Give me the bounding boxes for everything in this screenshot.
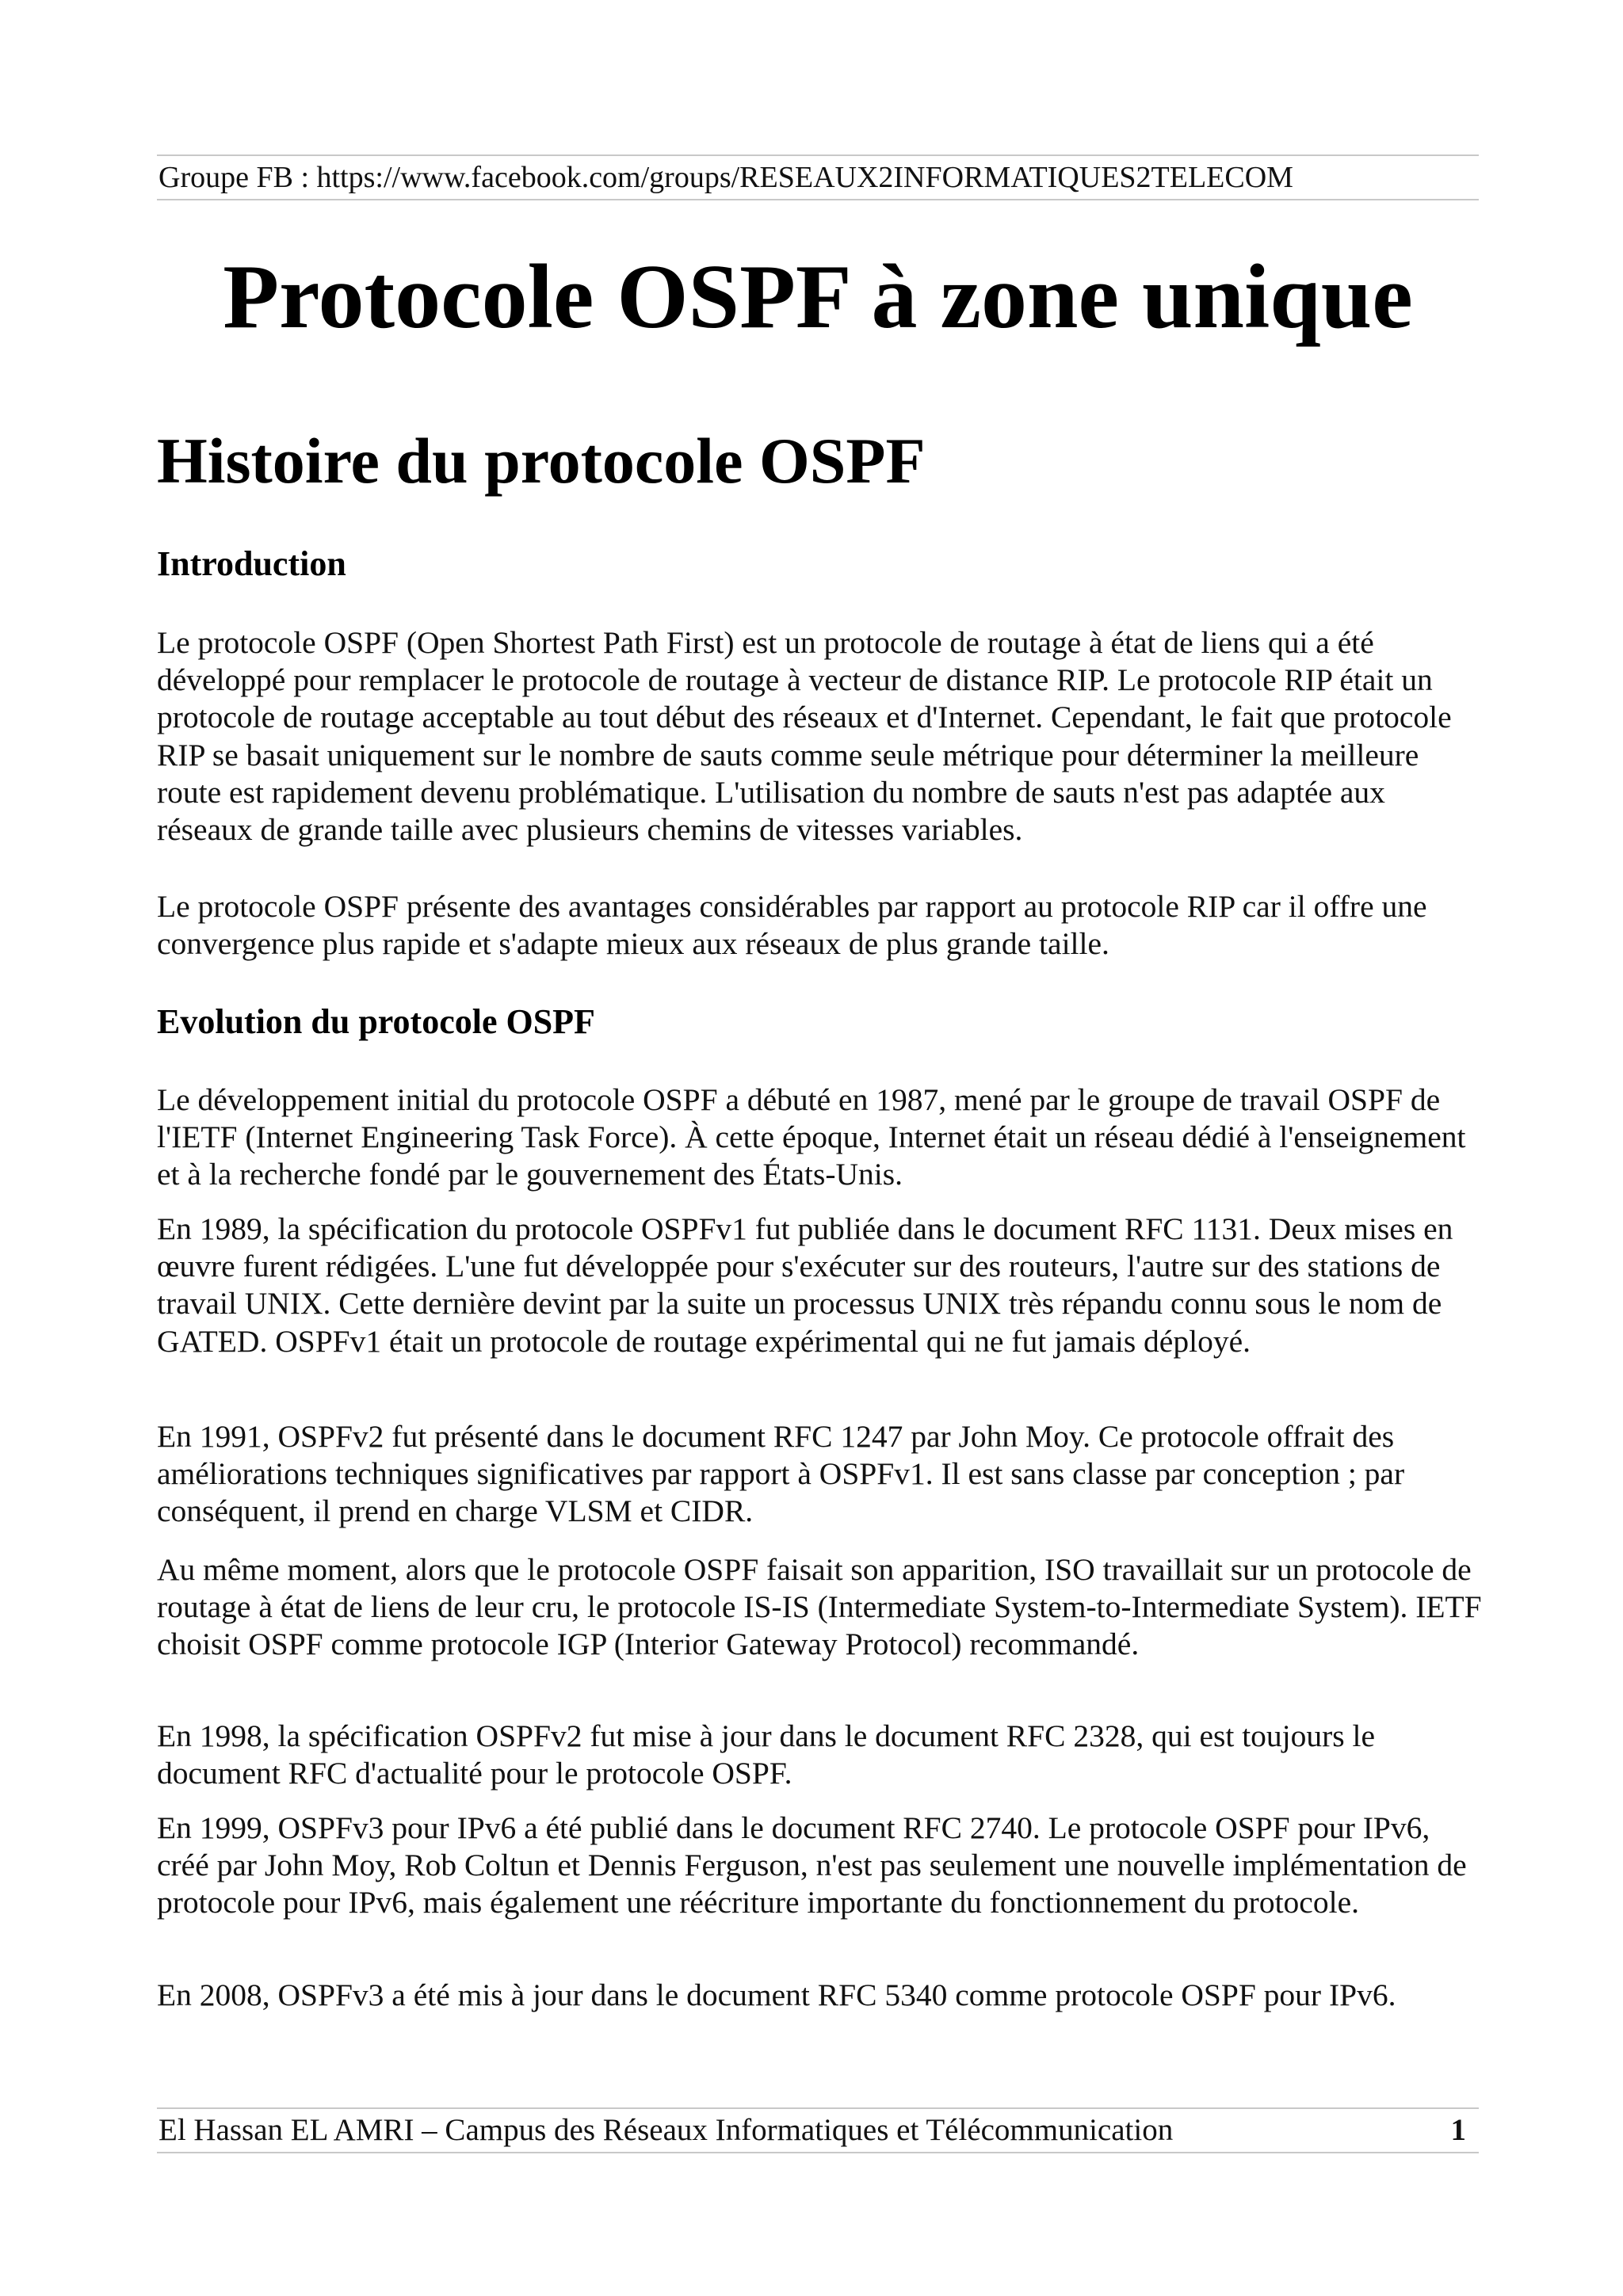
evolution-paragraph: En 1998, la spécification OSPFv2 fut mise à jour dans le document RFC 2328, qui est toujours le document RFC d'actualité pour le protocole OSPF. [157,1718,1376,1791]
intro-paragraph: Le protocole OSPF (Open Shortest Path First) est un protocole de routage à état de liens qui a été développé pour remplacer le protocole de routage à vecteur de distance RIP. Le protocole RIP était un protocole de routage acceptable au tout début des réseaux et d'Internet. Cependant, le fait que protocole RIP se basait uniquement sur le nombre de sauts comme seule métrique pour déterminer la meilleure route est rapidement devenu problématique. L'utilisation du nombre de sauts n'est pas adaptée aux réseaux de grande taille avec plusieurs chemins de vitesses variables. [157,625,1452,848]
page-number: 1 [1450,2113,1466,2147]
document-title: Protocole OSPF à zone unique [223,246,1413,348]
evolution-paragraph: En 1989, la spécification du protocole OSPFv1 fut publiée dans le document RFC 1131. Deux mises en œuvre furent rédigées. L'une fut développée pour s'exécuter sur des routeurs, l'autre sur des stations de travail UNIX. Cette dernière devint par la suite un processus UNIX très répandu connu sous le nom de GATED. OSPFv1 était un protocole de routage expérimental qui ne fut jamais déployé. [157,1211,1453,1359]
header-text: Groupe FB : https://www.facebook.com/groups/RESEAUX2INFORMATIQUES2TELECOM [158,161,1293,194]
footer-author-text: El Hassan EL AMRI – Campus des Réseaux Informatiques et Télécommunication [158,2113,1174,2147]
section-heading: Histoire du protocole OSPF [157,425,926,497]
introduction-heading: Introduction [157,544,346,583]
page-footer [157,2107,1479,2153]
evolution-paragraph: Au même moment, alors que le protocole OSPF faisait son apparition, ISO travaillait sur un protocole de routage à état de liens de leur cru, le protocole IS-IS (Intermediate System-to-Intermediate System). IETF choisit OSPF comme protocole IGP (Interior Gateway Protocol) recommandé. [157,1552,1482,1662]
intro-paragraph: Le protocole OSPF présente des avantages considérables par rapport au protocole RIP car il offre une convergence plus rapide et s'adapte mieux aux réseaux de plus grande taille. [157,889,1427,962]
evolution-paragraph: En 1991, OSPFv2 fut présenté dans le document RFC 1247 par John Moy. Ce protocole offrait des améliorations techniques significatives par rapport à OSPFv1. Il est sans classe par conception ; par conséquent, il prend en charge VLSM et CIDR. [157,1419,1405,1529]
evolution-paragraph: Le développement initial du protocole OSPF a débuté en 1987, mené par le groupe de travail OSPF de l'IETF (Internet Engineering Task Force). À cette époque, Internet était un réseau dédié à l'enseignement et à la recherche fondé par le gouvernement des États-Unis. [157,1082,1466,1192]
evolution-paragraph: En 1999, OSPFv3 pour IPv6 a été publié dans le document RFC 2740. Le protocole OSPF pour IPv6, créé par John Moy, Rob Coltun et Dennis Ferguson, n'est pas seulement une nouvelle implémentation de protocole pour IPv6, mais également une réécriture importante du fonctionnement du protocole. [157,1810,1467,1920]
page-header [157,154,1479,200]
evolution-paragraph: En 2008, OSPFv3 a été mis à jour dans le document RFC 5340 comme protocole OSPF pour IPv6. [157,1978,1396,2012]
evolution-heading: Evolution du protocole OSPF [157,1002,595,1041]
